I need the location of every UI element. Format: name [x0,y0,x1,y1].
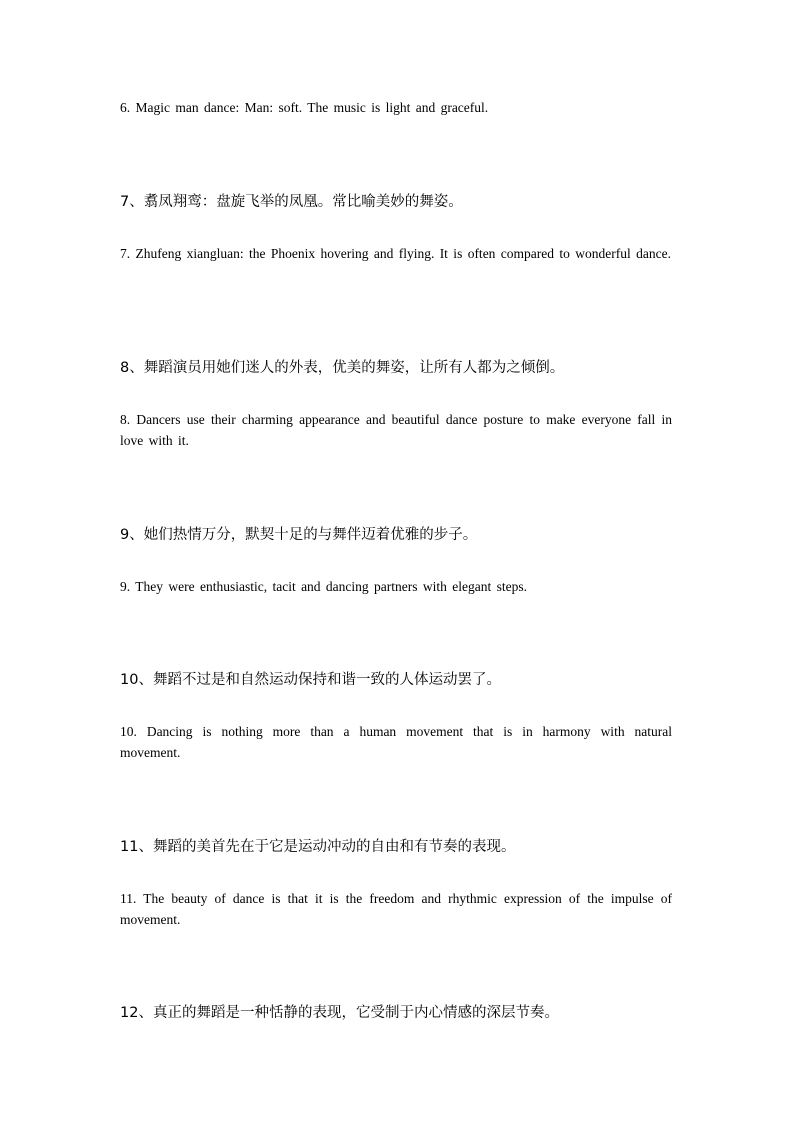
paragraph-6-en: 6. Magic man dance: Man: soft. The music is light and graceful. [120,100,489,115]
paragraph-10-en: 10. Dancing is nothing more than a human movement that is in harmony with natural movement. [120,724,672,760]
paragraph-12-zh: 12、真正的舞蹈是一种恬静的表现，它受制于内心情感的深层节奏。 [120,1005,559,1021]
paragraph-8-zh: 8、舞蹈演员用她们迷人的外表，优美的舞姿，让所有人都为之倾倒。 [120,360,565,376]
paragraph-7-zh: 7、翥凤翔鸾：盘旋飞举的凤凰。常比喻美妙的舞姿。 [120,194,463,210]
paragraph-11-en: 11. The beauty of dance is that it is the freedom and rhythmic expression of the impulse of movement. [120,891,672,927]
paragraph-9-zh: 9、她们热情万分，默契十足的与舞伴迈着优雅的步子。 [120,527,478,543]
paragraph-7-en: 7. Zhufeng xiangluan: the Phoenix hovering and flying. It is often compared to wonderful dance. [120,246,671,261]
paragraph-11-zh: 11、舞蹈的美首先在于它是运动冲动的自由和有节奏的表现。 [120,839,516,855]
paragraph-10-zh: 10、舞蹈不过是和自然运动保持和谐一致的人体运动罢了。 [120,672,501,688]
paragraph-8-en: 8. Dancers use their charming appearance and beautiful dance posture to make everyone fall in love with it. [120,412,672,448]
paragraph-9-en: 9. They were enthusiastic, tacit and dancing partners with elegant steps. [120,579,528,594]
